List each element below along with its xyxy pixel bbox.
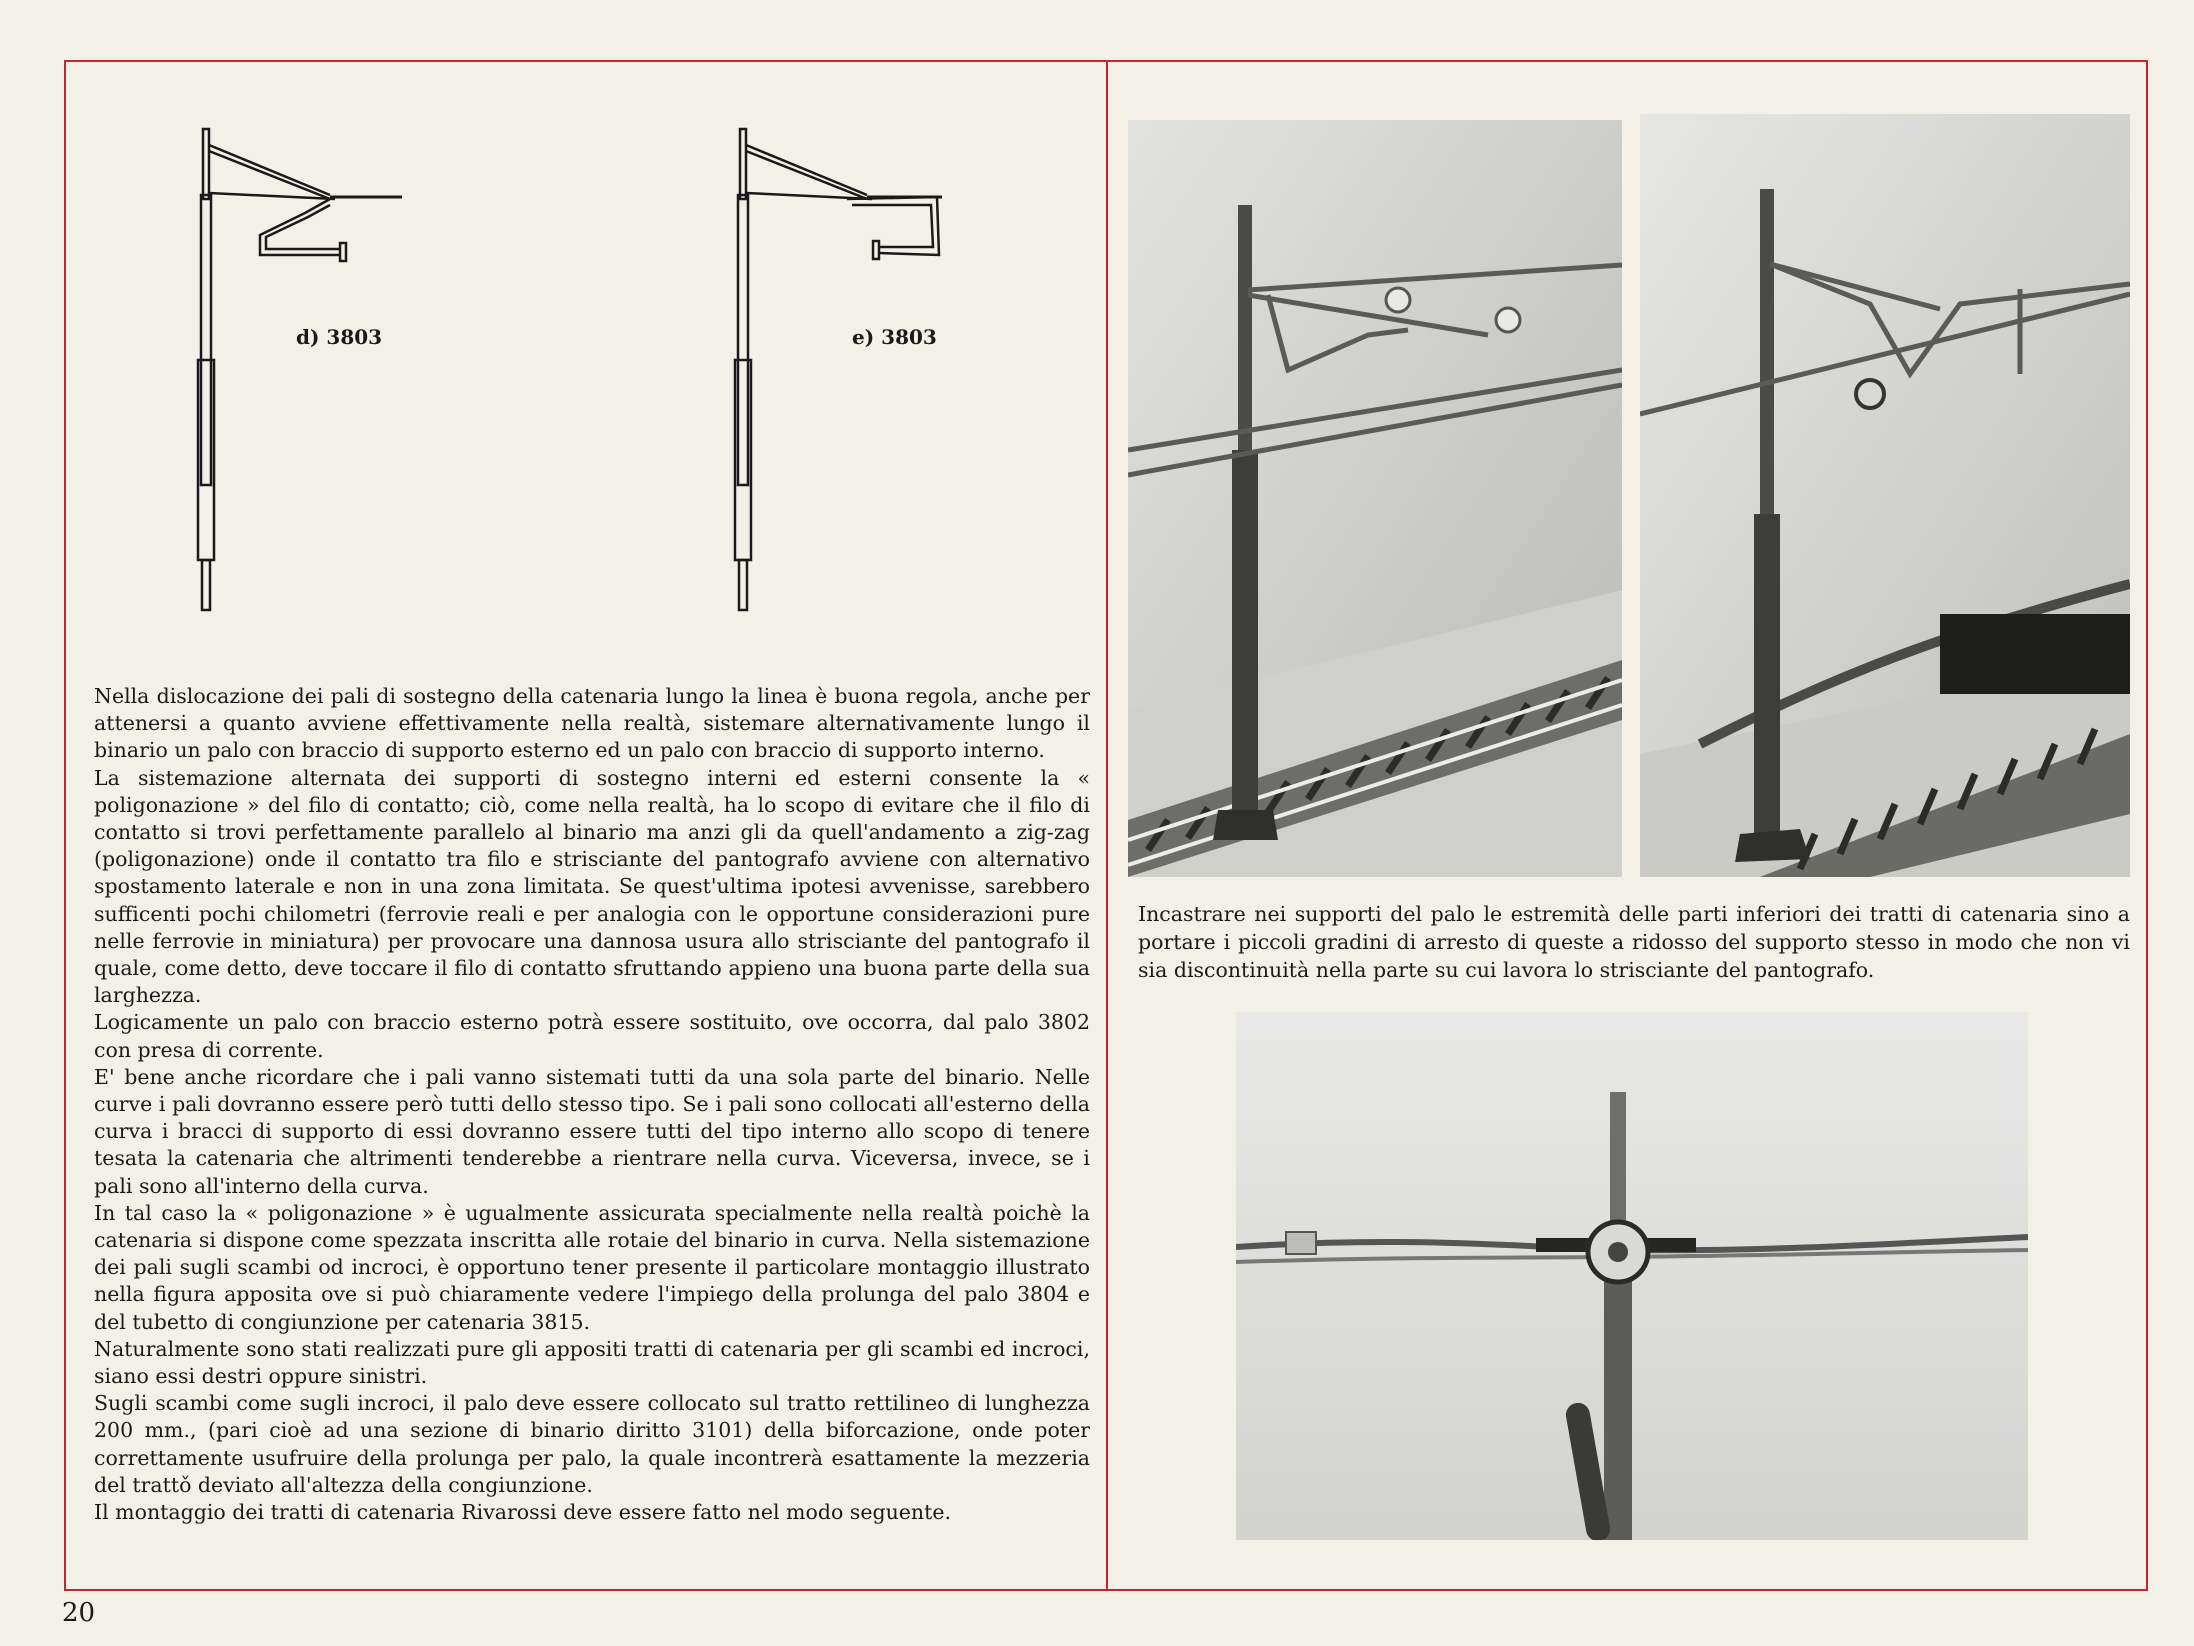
photo-caption: Incastrare nei supporti del palo le estremità delle parti inferiori dei tratti di catenaria sino a portare i piccoli gradini di arresto di queste a ridosso del supporto stesso in modo che non vi sia discontinuità nella parte su cui lavora lo strisciante del pantografo.: [1138, 902, 2130, 982]
body-text: [94, 683, 1090, 1526]
photo-crossing-illustration: [1236, 1012, 2028, 1540]
diagram-label-d: d) 3803: [296, 325, 383, 349]
body-paragraph: E' bene anche ricordare che i pali vanno sistemati tutti da una sola parte del binario. Nelle curve i pali dovranno essere però tutti dello stesso tipo. Se i pali sono collocati all'esterno della curva i bracci di supporto di essi dovranno essere tutti del tipo interno allo scopo di tenere tesata la catenaria che altrimenti tenderebbe a rientrare nella curva. Viceversa, invece, se i pali sono all'interno della curva.: [94, 1064, 1090, 1198]
page-number: 20: [62, 1598, 96, 1628]
photo-pole-track-left: [1128, 120, 1622, 877]
body-paragraph: Nella dislocazione dei pali di sostegno della catenaria lungo la linea è buona regola, anche per attenersi a quanto avviene effettivamente nella realtà, sistemare alternativamente lungo il binario un palo con braccio di supporto esterno ed un palo con braccio di supporto interno.: [94, 684, 1090, 763]
body-paragraph: Naturalmente sono stati realizzati pure gli appositi tratti di catenaria per gli scambi ed incroci, siano essi destri oppure sinistri.: [94, 1336, 1090, 1389]
diagram-label-e: e) 3803: [852, 325, 937, 349]
photo-right-illustration: [1640, 114, 2130, 877]
body-paragraph: Il montaggio dei tratti di catenaria Rivarossi deve essere fatto nel modo seguente.: [94, 1500, 951, 1525]
pole-drawing-e: [727, 125, 957, 615]
body-paragraph: Logicamente un palo con braccio esterno potrà essere sostituito, ove occorra, dal palo 3802 con presa di corrente.: [94, 1010, 1090, 1062]
photo-left-illustration: [1128, 120, 1622, 877]
body-paragraph: Sugli scambi come sugli incroci, il palo deve essere collocato sul tratto rettilineo di lunghezza 200 mm., (pari cioè ad una sezione di binario diritto 3101) della biforcazione, onde poter correttamente usufruire della prolunga per palo, la quale incontrerà esattamente la mezzeria del trattǒ deviato all'altezza della congiunzione.: [94, 1391, 1090, 1497]
photo-pole-track-right: [1640, 114, 2130, 877]
photo-pole-crossing: [1236, 1012, 2028, 1540]
diagram-pole-external-arm: [190, 125, 420, 615]
diagram-pole-internal-arm: [727, 125, 957, 615]
pole-drawing-d: [190, 125, 420, 615]
body-paragraph: La sistemazione alternata dei supporti di sostegno interni ed esterni consente la « poligonazione » del filo di contatto; ciò, come nella realtà, ha lo scopo di evitare che il filo di contatto si trovi perfettamente parallelo al binario ma anzi gli da quell'andamento a zig-zag (poligonazione) onde il contatto tra filo e strisciante del pantografo avviene con alternativo spostamento laterale e non in una zona limitata. Se quest'ultima ipotesi avvenisse, sarebbero sufficenti pochi chilometri (ferrovie reali e per analogia con le opportune considerazioni pure nelle ferrovie in miniatura) per provocare una dannosa usura allo strisciante del pantografo il quale, come detto, deve toccare il filo di contatto sfruttando appieno una buona parte della sua larghezza.: [94, 765, 1090, 1008]
body-paragraph: In tal caso la « poligonazione » è ugualmente assicurata specialmente nella realtà poichè la catenaria si dispone come spezzata inscritta alle rotaie del binario in curva. Nella sistemazione dei pali sugli scambi od incroci, è opportuno tener presente il particolare montaggio illustrato nella figura apposita ove si può chiaramente vedere l'impiego della prolunga del palo 3804 e del tubetto di congiunzione per catenaria 3815.: [94, 1200, 1090, 1334]
column-divider: [1106, 60, 1108, 1591]
